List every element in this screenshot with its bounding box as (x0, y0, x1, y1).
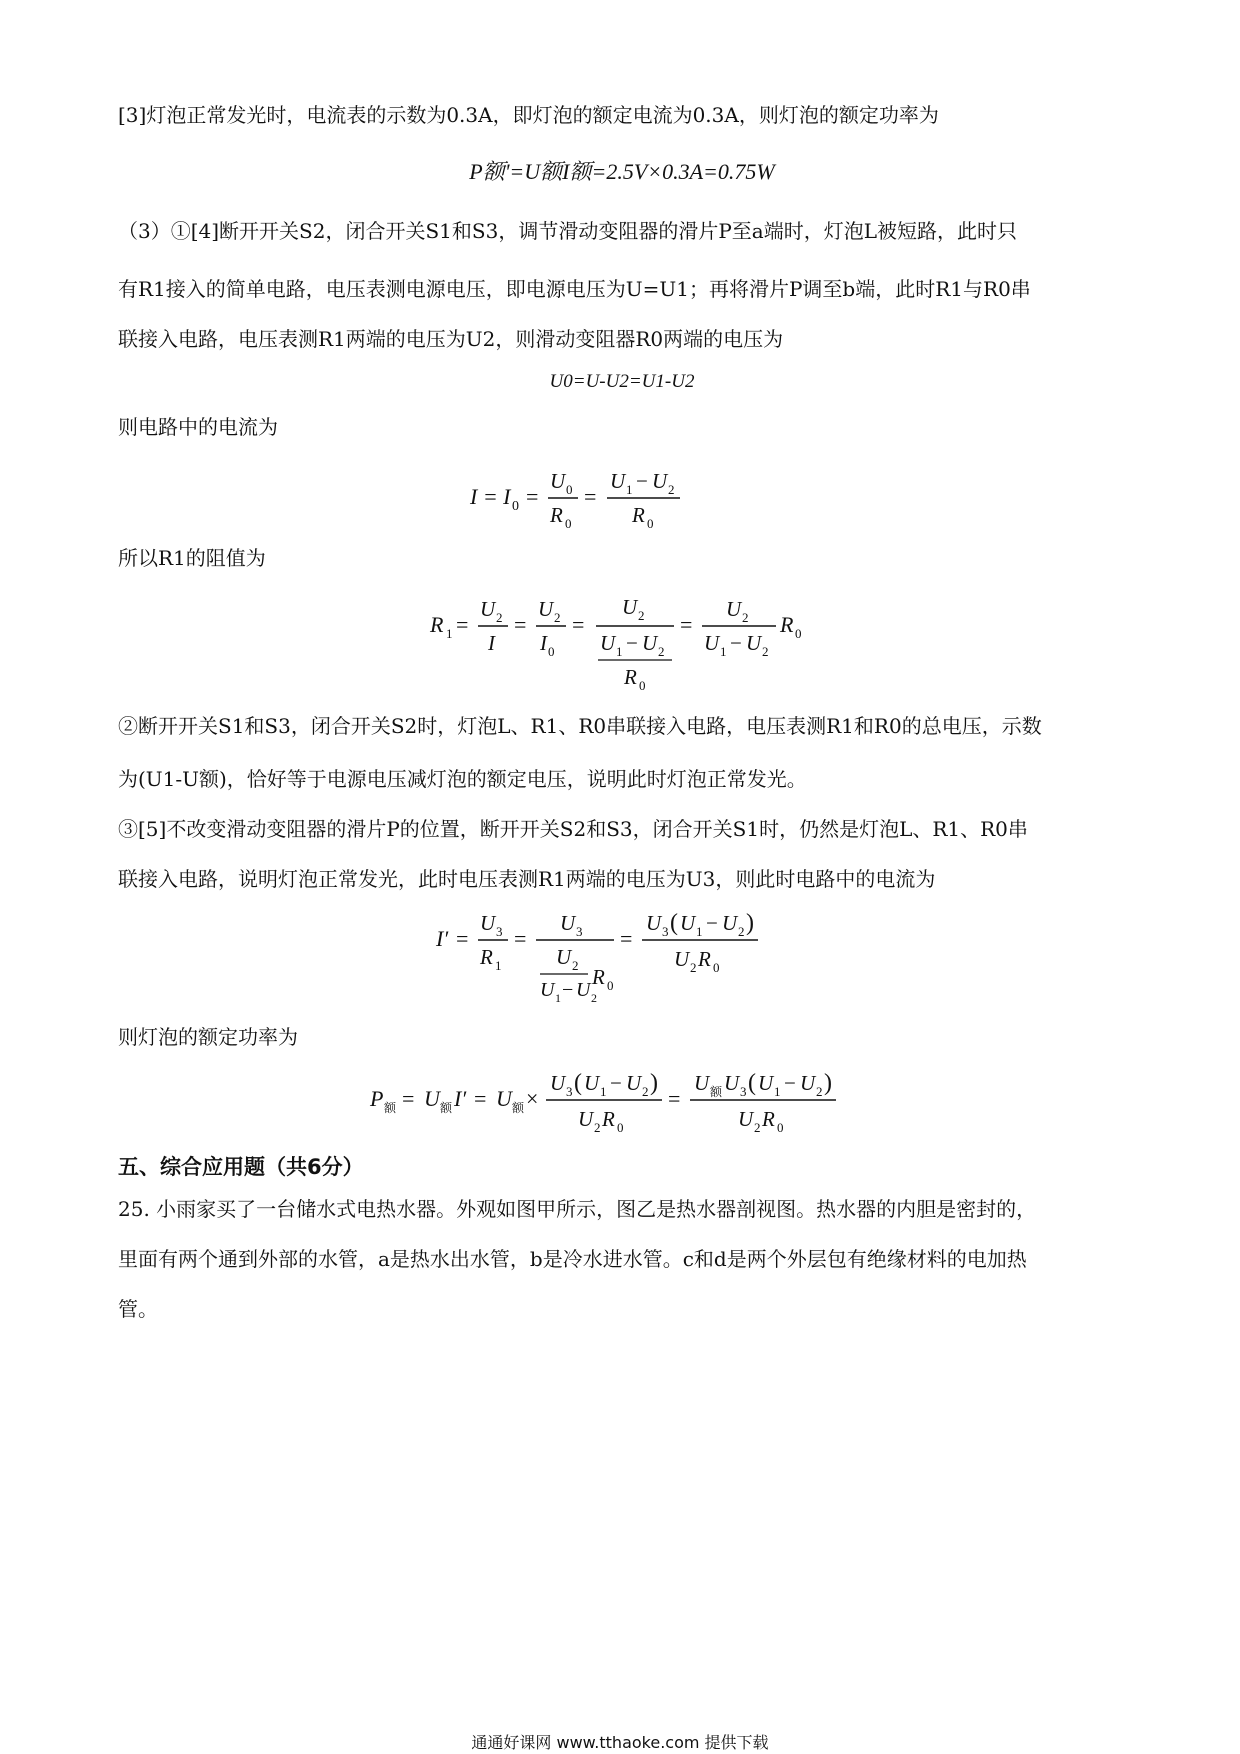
formula-rated-power (370, 1060, 890, 1150)
svg-text:−: − (636, 469, 648, 493)
svg-text:3: 3 (576, 924, 583, 939)
svg-text:2: 2 (816, 1084, 823, 1099)
svg-text:U: U (704, 631, 720, 655)
svg-text:U: U (622, 595, 638, 619)
svg-text:U: U (746, 631, 762, 655)
svg-text:U: U (680, 911, 696, 935)
svg-text:): ) (650, 1070, 658, 1096)
svg-text:2: 2 (594, 1120, 601, 1135)
svg-text:0: 0 (548, 644, 555, 659)
svg-text:U: U (550, 1071, 566, 1095)
svg-text:=: = (514, 612, 527, 637)
svg-text:I′: I′ (454, 1086, 467, 1111)
svg-text:U: U (694, 1071, 710, 1095)
svg-text:−: − (626, 631, 638, 655)
svg-text:2: 2 (742, 610, 749, 625)
svg-text:0: 0 (566, 482, 573, 497)
svg-text:额: 额 (710, 1085, 723, 1099)
svg-text:U: U (480, 597, 496, 621)
equation-voltage: U0=U-U2=U1-U2 (549, 371, 695, 392)
svg-text:2: 2 (496, 610, 503, 625)
svg-text:I: I (488, 631, 495, 655)
svg-text:U: U (724, 1071, 740, 1095)
svg-text:R: R (592, 965, 605, 989)
svg-text:2: 2 (754, 1120, 761, 1135)
svg-text:−: − (730, 631, 742, 655)
svg-text:1: 1 (774, 1084, 781, 1099)
svg-text:U: U (726, 597, 742, 621)
text-line: 则电路中的电流为 (118, 415, 278, 439)
svg-text:U: U (424, 1086, 440, 1111)
svg-text:R: R (550, 503, 563, 527)
formula-resistance (430, 590, 810, 710)
svg-text:1: 1 (696, 924, 703, 939)
svg-text:U: U (800, 1071, 816, 1095)
svg-text:1: 1 (626, 482, 633, 497)
svg-text:2: 2 (738, 924, 745, 939)
text-line: 有R1接入的简单电路，电压表测电源电压，即电源电压为U=U1；再将滑片P调至b端，此时R1与R0串 (118, 277, 1031, 301)
svg-text:U: U (674, 947, 690, 971)
svg-text:U: U (560, 911, 576, 935)
svg-text:=: = (526, 484, 539, 509)
text-line: 为(U1-U额)，恰好等于电源电压减灯泡的额定电压，说明此时灯泡正常发光。 (118, 767, 807, 791)
svg-text:R: R (698, 947, 711, 971)
svg-text:2: 2 (638, 608, 645, 623)
svg-text:×: × (526, 1086, 539, 1111)
svg-text:U: U (584, 1071, 600, 1095)
svg-text:(: ( (670, 910, 678, 936)
svg-text:U: U (626, 1071, 642, 1095)
svg-text:R: R (780, 612, 794, 637)
svg-text:U: U (550, 469, 566, 493)
formula-current-prime (436, 900, 816, 1020)
svg-text:0: 0 (512, 499, 519, 514)
svg-text:U: U (578, 1107, 594, 1131)
svg-text:=: = (456, 612, 469, 637)
question-text: 管。 (118, 1297, 158, 1321)
svg-text:0: 0 (647, 516, 654, 531)
svg-text:U: U (610, 469, 626, 493)
svg-text:额: 额 (384, 1101, 397, 1115)
svg-text:1: 1 (495, 958, 502, 973)
text-line: 联接入电路，电压表测R1两端的电压为U2，则滑动变阻器R0两端的电压为 (118, 327, 784, 351)
svg-text:U: U (480, 911, 496, 935)
svg-text:R: R (624, 665, 637, 689)
text-line: [3]灯泡正常发光时，电流表的示数为0.3A，即灯泡的额定电流为0.3A，则灯泡的额定功率为 (118, 103, 939, 127)
svg-text:2: 2 (668, 482, 675, 497)
svg-text:额: 额 (440, 1101, 453, 1115)
svg-text:2: 2 (572, 958, 579, 973)
svg-text:0: 0 (607, 978, 614, 993)
svg-text:U: U (600, 631, 616, 655)
question-text: 里面有两个通到外部的水管，a是热水出水管，b是冷水进水管。c和d是两个外层包有绝缘材料的电加热 (118, 1247, 1027, 1271)
svg-text:2: 2 (762, 644, 769, 659)
svg-text:U: U (642, 631, 658, 655)
svg-text:=: = (514, 926, 527, 951)
svg-text:(: ( (748, 1070, 756, 1096)
section-heading: 五、综合应用题（共6分） (118, 1155, 364, 1179)
svg-text:I = I: I = I (470, 484, 511, 509)
svg-text:2: 2 (591, 991, 597, 1005)
svg-text:I′: I′ (436, 926, 449, 951)
svg-text:(: ( (574, 1070, 582, 1096)
svg-text:2: 2 (642, 1084, 649, 1099)
page-footer: 通通好课网 www.tthaoke.com 提供下载 (471, 1733, 769, 1752)
svg-text:2: 2 (690, 960, 697, 975)
svg-text:1: 1 (600, 1084, 607, 1099)
svg-text:3: 3 (566, 1084, 573, 1099)
svg-text:3: 3 (496, 924, 503, 939)
text-line: ②断开开关S1和S3，闭合开关S2时，灯泡L、R1、R0串联接入电路，电压表测R1和R0的总电压，示数 (118, 714, 1042, 738)
svg-text:): ) (824, 1070, 832, 1096)
svg-text:P: P (370, 1086, 384, 1111)
equation-power: P额'=U额I额=2.5V×0.3A=0.75W (469, 159, 775, 184)
svg-text:=: = (584, 484, 597, 509)
svg-text:1: 1 (446, 626, 453, 641)
svg-text:0: 0 (795, 626, 802, 641)
svg-text:U: U (556, 945, 572, 969)
svg-text:U: U (652, 469, 668, 493)
svg-text:R: R (632, 503, 645, 527)
svg-text:−: − (784, 1071, 796, 1095)
svg-text:0: 0 (617, 1120, 624, 1135)
text-line: 联接入电路，说明灯泡正常发光，此时电压表测R1两端的电压为U3，则此时电路中的电流为 (118, 867, 936, 891)
svg-text:0: 0 (565, 516, 572, 531)
svg-text:=: = (680, 612, 693, 637)
svg-text:R: R (762, 1107, 775, 1131)
text-line: 则灯泡的额定功率为 (118, 1025, 298, 1049)
svg-text:3: 3 (740, 1084, 747, 1099)
svg-text:U: U (540, 979, 555, 1001)
svg-text:R: R (480, 945, 493, 969)
svg-text:U: U (646, 911, 662, 935)
svg-text:=: = (620, 926, 633, 951)
svg-text:U: U (496, 1086, 512, 1111)
svg-text:U: U (538, 597, 554, 621)
svg-text:R: R (430, 612, 444, 637)
formula-current (470, 458, 710, 538)
svg-text:0: 0 (777, 1120, 784, 1135)
svg-text:=: = (572, 612, 585, 637)
svg-text:U: U (738, 1107, 754, 1131)
svg-text:额: 额 (512, 1101, 525, 1115)
svg-text:=: = (668, 1086, 681, 1111)
svg-text:−: − (610, 1071, 622, 1095)
svg-text:): ) (746, 910, 754, 936)
svg-text:I: I (540, 631, 547, 655)
svg-text:=: = (402, 1086, 415, 1111)
svg-text:U: U (758, 1071, 774, 1095)
svg-text:3: 3 (662, 924, 669, 939)
svg-text:1: 1 (555, 991, 561, 1005)
svg-text:0: 0 (639, 678, 646, 693)
svg-text:U: U (576, 979, 591, 1001)
svg-text:2: 2 (658, 644, 665, 659)
svg-text:1: 1 (720, 644, 727, 659)
text-line: ③[5]不改变滑动变阻器的滑片P的位置，断开开关S2和S3，闭合开关S1时，仍然是灯泡L、R1、R0串 (118, 817, 1028, 841)
svg-text:=: = (474, 1086, 487, 1111)
text-line: （3）①[4]断开开关S2，闭合开关S1和S3，调节滑动变阻器的滑片P至a端时，灯泡L被短路，此时只 (118, 219, 1017, 243)
svg-text:U: U (722, 911, 738, 935)
svg-text:0: 0 (713, 960, 720, 975)
svg-text:−: − (562, 979, 574, 1001)
svg-text:−: − (706, 911, 718, 935)
svg-text:1: 1 (616, 644, 623, 659)
question-text: 25. 小雨家买了一台储水式电热水器。外观如图甲所示，图乙是热水器剖视图。热水器的内胆是密封的， (118, 1197, 1037, 1221)
svg-text:2: 2 (554, 610, 561, 625)
text-line: 所以R1的阻值为 (118, 546, 266, 570)
svg-text:=: = (456, 926, 469, 951)
svg-text:R: R (602, 1107, 615, 1131)
